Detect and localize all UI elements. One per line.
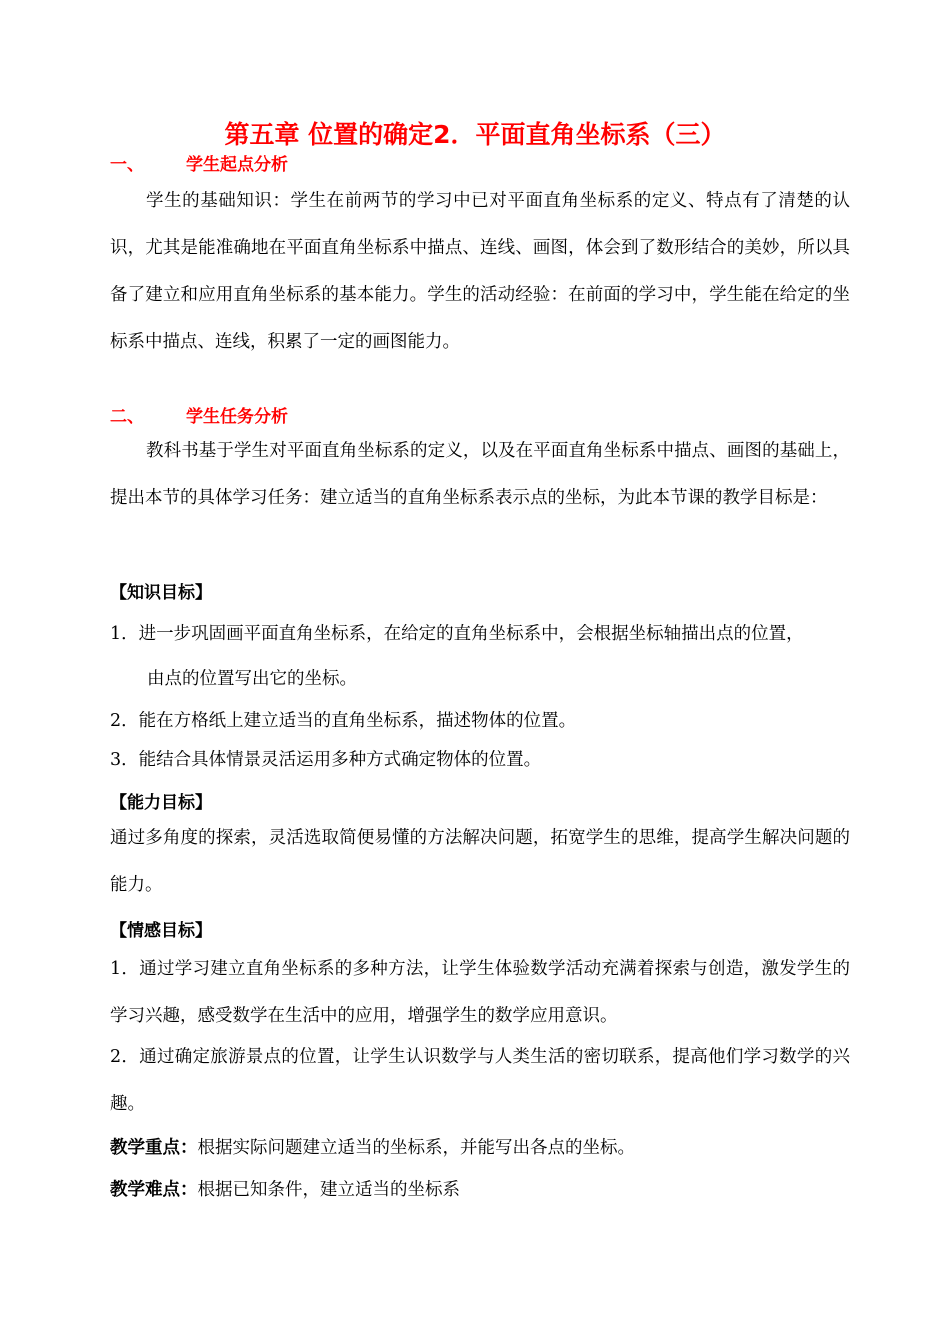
knowledge-item-2: 2．能在方格纸上建立适当的直角坐标系，描述物体的位置。 [110,711,577,731]
knowledge-item-3: 3．能结合具体情景灵活运用多种方式确定物体的位置。 [110,750,542,770]
document-title: 第五章 位置的确定2．平面直角坐标系（三） [224,120,726,149]
knowledge-item-1: 1．进一步巩固画平面直角坐标系，在给定的直角坐标系中，会根据坐标轴描出点的位置， [110,624,804,644]
teaching-key-point [110,1134,635,1159]
ability-goal-body: 通过多角度的探索，灵活选取简便易懂的方法解决问题，拓宽学生的思维，提高学生解决问题的能力。 [110,828,850,895]
emotion-item-2: 2．通过确定旅游景点的位置，让学生认识数学与人类生活的密切联系，提高他们学习数学的兴趣。 [110,1047,850,1114]
key-point-label: 教学重点： [110,1138,198,1158]
section2-title: 学生任务分析 [186,407,288,427]
difficulty-label: 教学难点： [110,1180,198,1200]
teaching-difficulty [110,1176,460,1201]
ability-goal-heading: 【能力目标】 [110,793,212,813]
section2-body: 教科书基于学生对平面直角坐标系的定义，以及在平面直角坐标系中描点、画图的基础上，提出本节的具体学习任务：建立适当的直角坐标系表示点的坐标，为此本节课的教学目标是： [110,441,850,508]
section1-body: 学生的基础知识：学生在前两节的学习中已对平面直角坐标系的定义、特点有了清楚的认识，尤其是能准确地在平面直角坐标系中描点、连线、画图，体会到了数形结合的美妙，所以具备了建立和应用直角坐标系的基本能力。学生的活动经验：在前面的学习中，学生能在给定的坐标系中描点、连线，积累了一定的画图能力。 [110,191,850,352]
emotion-goal-heading: 【情感目标】 [110,921,212,941]
section1-title: 学生起点分析 [186,155,288,175]
emotion-item-1: 1．通过学习建立直角坐标系的多种方法，让学生体验数学活动充满着探索与创造，激发学生的学习兴趣，感受数学在生活中的应用，增强学生的数学应用意识。 [110,959,850,1026]
difficulty-text: 根据已知条件，建立适当的坐标系 [197,1180,460,1200]
key-point-text: 根据实际问题建立适当的坐标系，并能写出各点的坐标。 [197,1138,635,1158]
section2-heading [110,402,288,427]
section2-number: 二、 [110,407,144,427]
knowledge-goal-heading: 【知识目标】 [110,583,212,603]
knowledge-item-1-continued: 由点的位置写出它的坐标。 [147,669,357,689]
section1-number: 一、 [110,155,144,175]
section1-heading [110,150,288,175]
